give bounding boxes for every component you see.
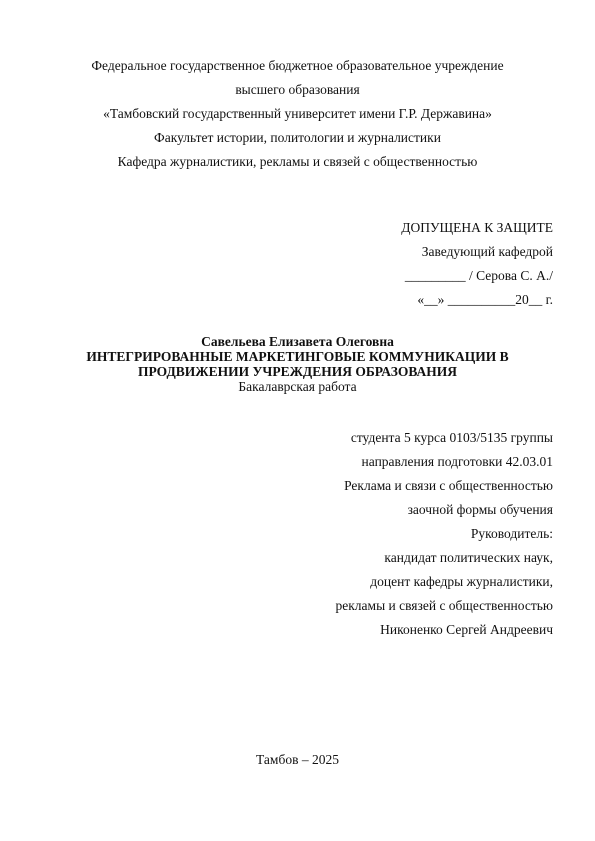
- student-profile: Реклама и связи с общественностью: [344, 478, 553, 493]
- student-direction: направления подготовки 42.03.01: [361, 454, 553, 469]
- header-institution-type: Федеральное государственное бюджетное образовательное учреждение: [91, 58, 504, 73]
- work-title-line-2: ПРОДВИЖЕНИИ УЧРЕЖДЕНИЯ ОБРАЗОВАНИЯ: [138, 364, 457, 379]
- approval-signature: _________ / Серова С. А./: [404, 268, 553, 283]
- header-faculty: Факультет истории, политологии и журналистики: [154, 130, 441, 145]
- city-year: Тамбов – 2025: [256, 752, 339, 767]
- header-education-level: высшего образования: [235, 82, 360, 97]
- header-department: Кафедра журналистики, рекламы и связей с общественностью: [117, 154, 478, 169]
- work-type: Бакалаврская работа: [238, 379, 357, 394]
- supervisor-degree: кандидат политических наук,: [384, 550, 553, 565]
- header-university-name: «Тамбовский государственный университет имени Г.Р. Державина»: [103, 106, 492, 121]
- supervisor-position: доцент кафедры журналистики,: [370, 574, 553, 589]
- approval-date: «__» __________20__ г.: [417, 292, 553, 307]
- student-study-form: заочной формы обучения: [407, 502, 553, 517]
- author-name: Савельева Елизавета Олеговна: [201, 334, 394, 349]
- student-course-group: студента 5 курса 0103/5135 группы: [350, 430, 553, 445]
- supervisor-department: рекламы и связей с общественностью: [335, 598, 553, 613]
- work-title-line-1: ИНТЕГРИРОВАННЫЕ МАРКЕТИНГОВЫЕ КОММУНИКАЦИИ В: [86, 349, 509, 364]
- supervisor-label: Руководитель:: [470, 526, 553, 541]
- supervisor-name: Никоненко Сергей Андреевич: [380, 622, 553, 637]
- approval-title: ДОПУЩЕНА К ЗАЩИТЕ: [401, 220, 553, 235]
- approval-position: Заведующий кафедрой: [421, 244, 553, 259]
